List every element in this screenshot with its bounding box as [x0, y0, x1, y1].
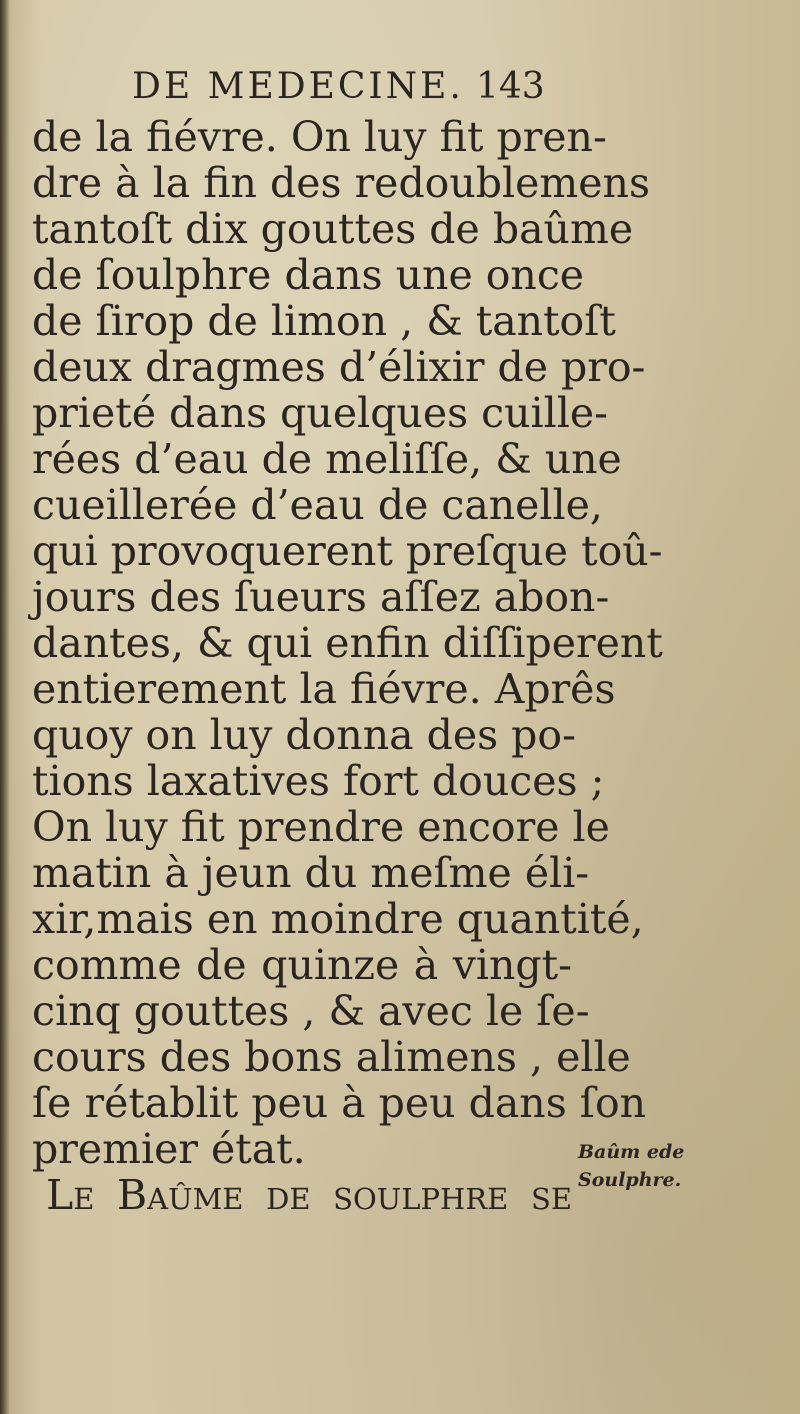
running-head-title: DE MEDECINE.	[132, 66, 464, 107]
text-line: de ſoulphre dans une once	[32, 251, 585, 299]
text-line: dre à la fin des redoublemens	[32, 159, 650, 207]
text-line: rées d’eau de meliſſe, & une	[32, 435, 622, 483]
text-line: qui provoquerent preſque toû-	[32, 527, 663, 575]
text-line: dantes, & qui enfin diſſiperent	[32, 619, 663, 667]
text-line: comme de quinze à vingt-	[32, 941, 572, 989]
text-line: premier état.	[32, 1125, 306, 1173]
text-line: de ſirop de limon , & tantoſt	[32, 297, 616, 345]
margin-note-line: Baûm ede	[578, 1141, 685, 1163]
text-line: ſe rétablit peu à peu dans ſon	[32, 1079, 647, 1127]
text-line: matin à jeun du meſme éli-	[32, 849, 590, 897]
section-heading-line: Le Baûme de ſoulphre ſe	[46, 1171, 572, 1219]
text-line: de la fiévre. On luy fit pren-	[32, 113, 607, 161]
text-line: tantoſt dix gouttes de baûme	[32, 205, 634, 253]
text-line: entierement la fiévre. Aprês	[32, 665, 616, 713]
text-line: cueillerée d’eau de canelle,	[32, 481, 603, 529]
text-line: jours des ſueurs aſſez abon-	[32, 573, 610, 621]
margin-note-line: Soulphre.	[578, 1169, 682, 1191]
text-line: quoy on luy donna des po-	[32, 711, 576, 759]
text-line: prieté dans quelques cuille-	[32, 389, 609, 437]
text-line: xir,mais en moindre quantité,	[32, 895, 644, 943]
text-line: tions laxatives fort douces ;	[32, 757, 605, 805]
text-line: cinq gouttes , & avec le ſe-	[32, 987, 590, 1035]
text-line: On luy fit prendre encore le	[32, 803, 610, 851]
margin-note	[578, 1138, 778, 1194]
page-number: 143	[476, 66, 545, 107]
text-line: deux dragmes d’élixir de pro-	[32, 343, 646, 391]
text-line: cours des bons alimens , elle	[32, 1033, 631, 1081]
